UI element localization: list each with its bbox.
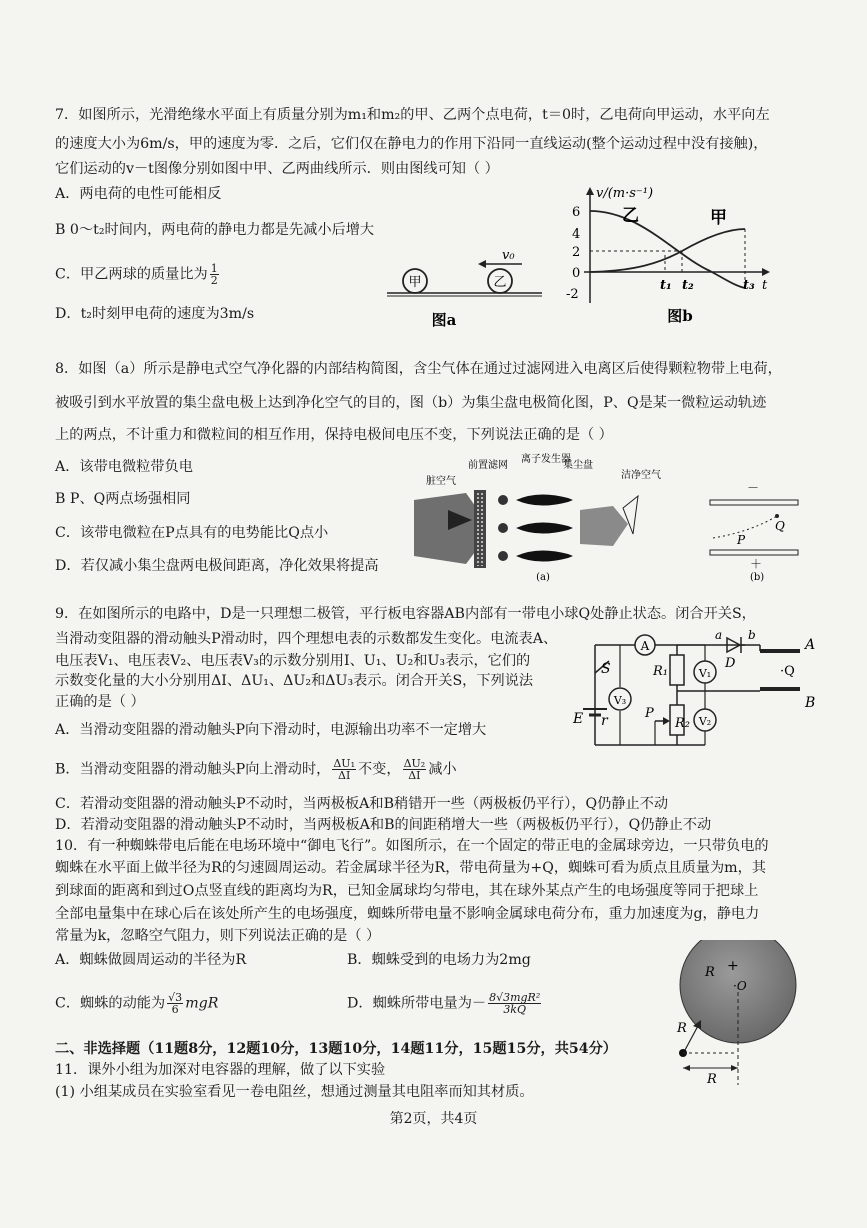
q9-b-fraction-1	[332, 758, 356, 781]
q7-ball-yi-label: 乙	[493, 275, 507, 290]
q8-minus-label: －	[747, 481, 760, 495]
q8-figure-b	[705, 480, 805, 585]
q7-curve-jia	[590, 229, 745, 272]
q8-figure-a	[408, 448, 680, 588]
q7-option-d: D．t₂时刻甲电荷的速度为3m/s	[55, 306, 255, 322]
q7-curve-jia-label: 甲	[710, 208, 727, 228]
q8-clean-air	[580, 506, 628, 546]
q9-ball-q: ·Q	[780, 664, 795, 679]
q7-stem-line1: 7．如图所示，光滑绝缘水平面上有质量分别为m₁和m₂的甲、乙两个点电荷，t＝0时，乙电荷向甲运动，水平向左	[55, 107, 770, 123]
q7-t-axis-label: t	[762, 278, 768, 293]
q10-figure	[665, 940, 825, 1090]
q9-node-a: a	[715, 628, 723, 642]
q8-ionizer-label: 离子发生器	[521, 454, 571, 465]
q7-v0-label: v₀	[502, 248, 515, 263]
q10-sphere-radius-label: R	[705, 965, 715, 980]
q10-stem-line1: 10．有一种蜘蛛带电后能在电场环境中“御电飞行”。如图所示，在一个固定的带正电的金属球旁边，一只带负电的	[55, 838, 769, 854]
q9-r1-label: R₁	[653, 664, 668, 679]
q10-option-c	[55, 992, 218, 1015]
q9-v2-label: V₂	[698, 715, 712, 728]
q10-option-b: B．蜘蛛受到的电场力为2mg	[347, 952, 531, 968]
q7-stem-line3: 它们运动的v－t图像分别如图中甲、乙两曲线所示．则由图线可知（ ）	[55, 161, 499, 177]
q8-plus-label: ＋	[750, 557, 763, 571]
q7-t1-label: t₁	[660, 278, 672, 293]
q11-part1: (1) 小组某成员在实验室看见一卷电阻丝，想通过测量其电阻率而知其材质。	[55, 1084, 534, 1100]
q10-c-num: √3	[168, 991, 183, 1004]
q9-option-c: C．若滑动变阻器的滑动触头P不动时，当两极板A和B稍错开一些（两极板仍平行），Q仍静止不动	[55, 796, 669, 812]
q9-switch-label: S	[601, 661, 611, 677]
page-footer: 第2页，共4页	[389, 1111, 478, 1127]
q10-option-c-post: mgR	[185, 995, 219, 1012]
q8-option-a: A．该带电微粒带负电	[55, 459, 193, 475]
q10-center-o: ·O	[733, 979, 747, 993]
q7-ytick-neg2: -2	[566, 287, 579, 302]
q8-option-c: C．该带电微粒在P点具有的电势能比Q点小	[55, 525, 329, 541]
q10-stem-line4: 全部电量集中在球心后在该处所产生的电场强度，蜘蛛所带电量不影响金属球电荷分布，重力加速度为g，静电力	[55, 906, 760, 922]
q9-b-fraction-2	[403, 758, 427, 781]
q9-plate-b	[760, 687, 800, 691]
q9-circuit	[565, 625, 825, 760]
q7-ytick-0: 0	[572, 266, 581, 281]
q7-c-numerator: 1	[210, 262, 218, 275]
q7-ytick-6: 6	[572, 205, 581, 220]
q8-ionizers	[498, 495, 508, 561]
q7-option-c-text: C．甲乙两球的质量比为	[55, 266, 208, 283]
q9-stem-line2: 当滑动变阻器的滑动触头P滑动时，四个理想电表的示数都发生变化。电流表A、	[55, 631, 558, 647]
q7-ytick-4: 4	[572, 227, 581, 242]
q8-filter-label: 前置滤网	[468, 460, 508, 471]
q7-option-c-fraction	[210, 263, 219, 286]
q10-c-fraction	[167, 992, 183, 1015]
q9-v1-label: V₁	[698, 667, 712, 680]
q9-option-d: D．若滑动变阻器的滑动触头P不动时，当两极板A和B的间距稍增大一些（两极板仍平行），Q仍静止不动	[55, 817, 712, 833]
q9-plate-b-label: B	[805, 695, 816, 711]
q8-point-q: Q	[775, 519, 785, 533]
q10-plus-sign: +	[727, 958, 739, 974]
q8-option-d: D．若仅减小集尘盘两电极间距离，净化效果将提高	[55, 558, 379, 574]
q8-stem-line3: 上的两点，不计重力和微粒间的相互作用，保持电极间电压不变，下列说法正确的是（ ）	[55, 427, 613, 443]
q10-distance-label-2: R	[707, 1072, 717, 1087]
q10-d-den: 3kQ	[503, 1003, 526, 1016]
q8-dirty-air	[414, 493, 478, 564]
q10-distance-label-1: R	[677, 1021, 687, 1036]
q8-point-p: P	[737, 533, 746, 547]
q9-stem-line1: 9．在如图所示的电路中，D是一只理想二极管，平行板电容器AB内部有一带电小球Q处静止状态。闭合开关S，	[55, 606, 756, 622]
q8-dirty-air-label: 脏空气	[426, 476, 456, 487]
q10-stem-line3: 到球面的距离和到过O点竖直线的距离均为R，已知金属球均匀带电，其在球外某点产生的电场强度等同于把球上	[55, 883, 759, 899]
q10-d-num: 8√3mgR²	[489, 991, 541, 1004]
q9-plate-a	[760, 649, 800, 653]
q9-stem-line5: 正确的是（ ）	[55, 694, 145, 710]
q9-slider-p-label: P	[645, 706, 654, 721]
q10-option-c-text: C．蜘蛛的动能为	[55, 995, 166, 1012]
q7-curve-yi-label: 乙	[622, 206, 639, 226]
q7-stem-line2: 的速度大小为6m/s，甲的速度为零．之后，它们仅在静电力的作用下沿同一直线运动(整个运动过程中没有接触)，	[55, 136, 768, 152]
q8-plate-label: 集尘盘	[563, 460, 593, 471]
q10-option-d-text: D．蜘蛛所带电量为－	[347, 995, 487, 1012]
q7-option-b: B 0～t₂时间内，两电荷的静电力都是先减小后增大	[55, 222, 375, 238]
q9-b-f2-den: ΔI	[408, 769, 421, 782]
q9-option-b	[55, 758, 457, 781]
q8-option-b: B P、Q两点场强相同	[55, 491, 191, 507]
q9-r2-label: R₂	[675, 716, 690, 731]
q7-ball-jia-label: 甲	[408, 275, 422, 290]
q7-t3-label: t₃	[743, 278, 755, 293]
q9-option-b-post: 减小	[428, 761, 457, 778]
q7-option-c	[55, 263, 221, 286]
q9-resistor-r1	[670, 655, 684, 685]
q9-plate-a-label: A	[805, 637, 816, 653]
q8-stem-line2: 被吸引到水平放置的集尘盘电极上达到净化空气的目的，图（b）为集尘盘电极简化图，P、Q是某一微粒运动轨迹	[55, 395, 767, 411]
q9-diode-label: D	[725, 656, 736, 671]
q10-stem-line2: 蜘蛛在水平面上做半径为R的匀速圆周运动。若金属球半径为R，带电荷量为+Q，蜘蛛可看为质点且质量为m，其	[55, 860, 766, 876]
q10-d-fraction	[488, 992, 541, 1015]
q7-figure-a	[382, 245, 557, 330]
q10-stem-line5: 常量为k，忽略空气阻力，则下列说法正确的是（ ）	[55, 928, 381, 944]
q10-option-a: A．蜘蛛做圆周运动的半径为R	[55, 952, 247, 968]
q8-figure-a-caption: (a)	[536, 572, 550, 583]
q7-figure-b-caption: 图b	[667, 307, 693, 325]
q8-figure-b-caption: (b)	[750, 572, 765, 583]
q9-option-a: A．当滑动变阻器的滑动触头P向下滑动时，电源输出功率不一定增大	[55, 722, 487, 738]
q9-r-label: r	[601, 713, 608, 729]
q7-c-denominator: 2	[210, 274, 218, 287]
q7-figure-b	[560, 183, 780, 328]
q7-y-axis-label: v/(m·s⁻¹)	[596, 186, 654, 201]
q8-clean-air-label: 洁净空气	[621, 470, 661, 481]
q7-option-a: A．两电荷的电性可能相反	[55, 186, 222, 202]
q7-figure-a-caption: 图a	[431, 311, 457, 329]
q9-b-f2-num: ΔU₂	[403, 757, 426, 770]
q9-node-b: b	[748, 628, 756, 642]
q9-v3-label: V₃	[613, 694, 627, 707]
q7-t2-label: t₂	[682, 278, 694, 293]
q7-ytick-2: 2	[572, 245, 581, 260]
q10-option-d	[347, 992, 543, 1015]
q8-collector-plates	[516, 494, 573, 561]
q9-ammeter-label: A	[640, 639, 650, 653]
q11-stem: 11．课外小组为加深对电容器的理解，做了以下实验	[55, 1062, 386, 1078]
q10-c-den: 6	[171, 1003, 179, 1016]
q9-stem-line3: 电压表V₁、电压表V₂、电压表V₃的示数分别用I、U₁、U₂和U₃表示，它们的	[55, 653, 531, 669]
q9-stem-line4: 示数变化量的大小分别用ΔI、ΔU₁、ΔU₂和ΔU₃表示。闭合开关S，下列说法	[55, 673, 534, 689]
q9-emf-label: E	[573, 711, 584, 727]
q9-b-f1-num: ΔU₁	[333, 757, 355, 770]
q9-b-f1-den: ΔI	[338, 769, 351, 782]
q9-option-b-text: B．当滑动变阻器的滑动触头P向上滑动时，	[55, 761, 331, 778]
q8-stem-line1: 8．如图（a）所示是静电式空气净化器的内部结构简图，含尘气体在通过过滤网进入电离区后使得颗粒物带上电荷，	[55, 361, 782, 377]
section2-title: 二、非选择题（11题8分，12题10分，13题10分，14题11分，15题15分，共54分）	[55, 1041, 617, 1057]
q9-option-b-mid: 不变，	[357, 761, 401, 778]
